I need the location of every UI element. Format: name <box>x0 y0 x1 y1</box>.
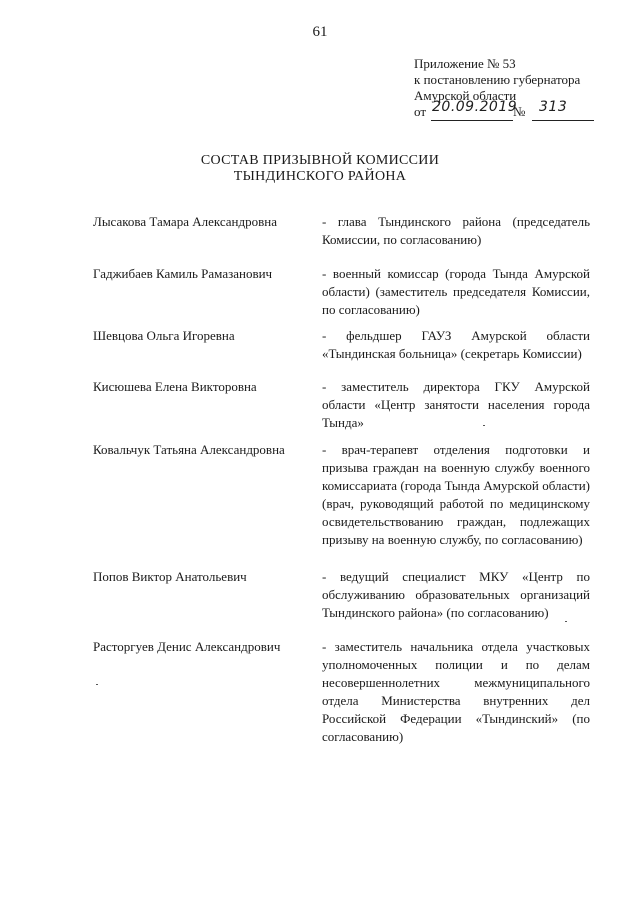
member-role: - военный комиссар (города Тында Амурской области) (заместитель председателя Комиссии, по согласованию) <box>322 266 590 317</box>
date-prefix: от <box>414 104 427 119</box>
handwritten-date: 20.09.2019 <box>432 99 518 115</box>
scan-speck <box>96 684 98 685</box>
appendix-header <box>414 56 580 120</box>
number-underline <box>532 120 594 121</box>
member-name: Попов Виктор Анатольевич <box>93 569 247 584</box>
page-number: 61 <box>312 24 328 40</box>
member-role: - фельдшер ГАУЗ Амурской области «Тындинская больница» (секретарь Комиссии) <box>322 328 590 361</box>
document-title <box>0 153 640 185</box>
title-line-2: ТЫНДИНСКОГО РАЙОНА <box>233 169 407 184</box>
appendix-date-line <box>414 99 580 120</box>
member-name: Лысакова Тамара Александровна <box>93 214 277 229</box>
appendix-reference: к постановлению губернатора <box>414 72 581 87</box>
title-line-1: СОСТАВ ПРИЗЫВНОЙ КОМИССИИ <box>200 153 440 168</box>
member-name: Кисюшева Елена Викторовна <box>93 379 257 394</box>
member-role: - врач-терапевт отделения подготовки и призыва граждан на военную службу военного комиссариата (города Тында Амурской области) (врач, руководящий работой по медицинскому освидетельствованию граждан, подлежащих призыву на военную службу, по согласованию) <box>322 442 590 547</box>
member-role: - заместитель директора ГКУ Амурской области «Центр занятости населения города Тында» <box>322 379 590 430</box>
member-name: Расторгуев Денис Александрович <box>93 639 281 654</box>
handwritten-number: 313 <box>539 99 568 115</box>
scan-speck <box>565 621 567 622</box>
date-underline <box>431 120 513 121</box>
member-name: Шевцова Ольга Игоревна <box>93 328 235 343</box>
member-role: - ведущий специалист МКУ «Центр по обслуживанию образовательных организаций Тындинского района» (по согласованию) <box>322 569 590 620</box>
number-prefix: № <box>513 104 526 119</box>
member-name: Ковальчук Татьяна Александровна <box>93 442 285 457</box>
appendix-region: Амурской области <box>414 88 517 103</box>
member-role: - заместитель начальника отдела участковых уполномоченных полиции и по делам несовершеннолетних межмуниципального отдела Министерства внутренних дел Российской Федерации «Тындинский» (по согласованию) <box>322 639 590 744</box>
appendix-number: Приложение № 53 <box>414 56 516 71</box>
member-role: - глава Тындинского района (председатель Комиссии, по согласованию) <box>322 214 590 247</box>
member-name: Гаджибаев Камиль Рамазанович <box>93 266 273 281</box>
scan-speck <box>483 425 485 426</box>
